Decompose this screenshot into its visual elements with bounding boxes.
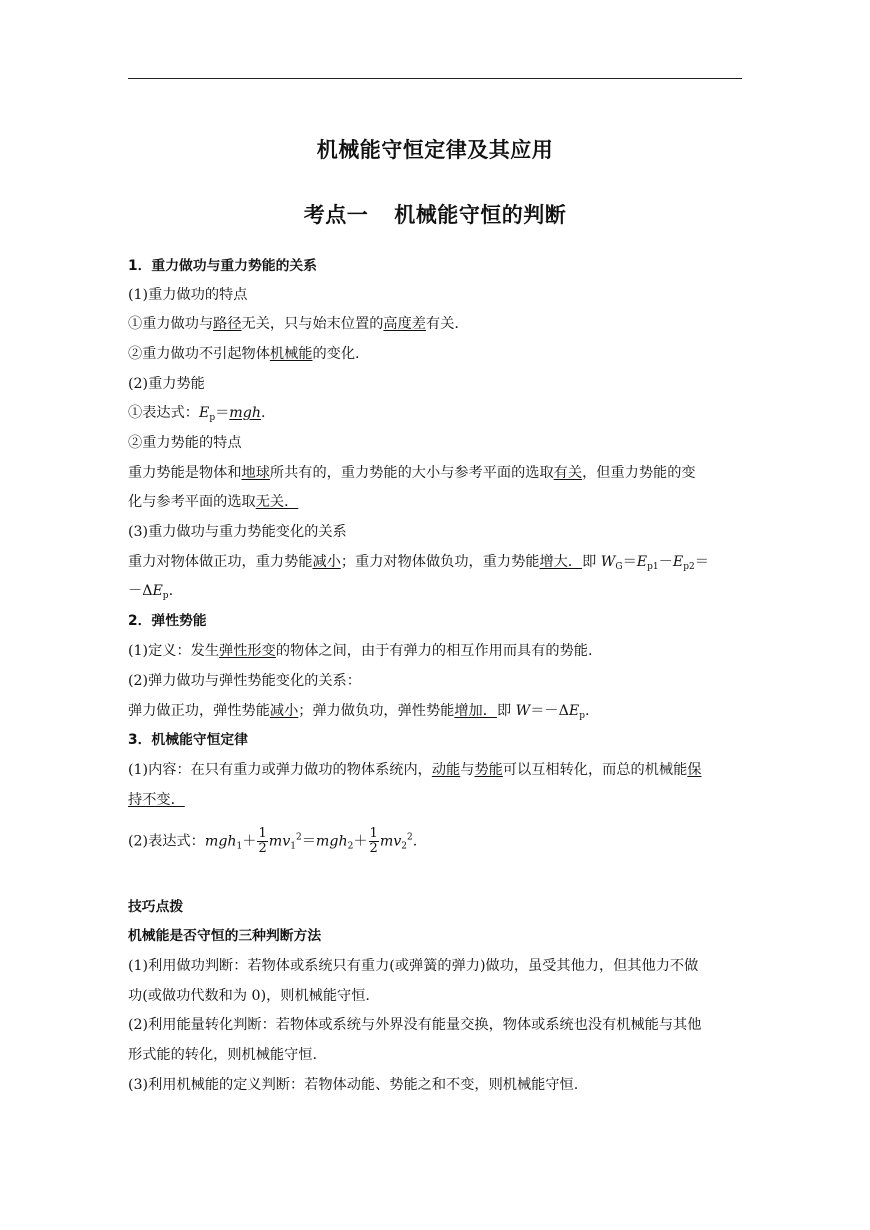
paragraph: ①重力做功与路径无关，只与始末位置的高度差有关. (128, 316, 459, 332)
key-term: 保 (687, 762, 702, 778)
paragraph: ②重力做功不引起物体机械能的变化. (128, 346, 360, 362)
key-term: 路径 (213, 316, 242, 332)
key-term: 增大． (539, 554, 583, 570)
formula-line: ①表达式：$E_p=mgh$. (128, 405, 266, 423)
key-term: 增加． (454, 703, 497, 719)
paragraph: 形式能的转化，则机械能守恒. (128, 1047, 317, 1063)
paragraph-label: (2)弹力做功与弹性势能变化的关系： (128, 673, 361, 689)
section-name: 机械能守恒的判断 (394, 203, 567, 227)
section-title (0, 199, 870, 229)
key-term: 机械能 (269, 346, 313, 362)
heading-elastic-energy: 2．弹性势能 (128, 613, 207, 629)
paragraph: (1)内容：在只有重力或弹力做功的物体系统内，动能与势能可以互相转化，而总的机械能保 (128, 762, 702, 778)
paragraph: (3)利用机械能的定义判断：若物体动能、势能之和不变，则机械能守恒. (128, 1077, 579, 1093)
paragraph: ②重力势能的特点 (128, 435, 242, 451)
formula-line: (2)表达式：mgh$_1$＋ $\frac{1}{2}$ $mv_1^2=mgh_2+$ $\frac{1}{2}$ $mv_2^2$. (128, 826, 418, 856)
key-term: 地球 (241, 465, 270, 481)
key-term: mgh (229, 405, 261, 421)
paragraph-label: (1)重力做功的特点 (128, 287, 248, 303)
section-label: 考点一 (303, 203, 369, 227)
paragraph: (1)利用做功判断：若物体或系统只有重力(或弹簧的弹力)做功，虽受其他力，但其他力不做 (128, 958, 699, 974)
key-term: 减小 (312, 554, 341, 570)
tips-heading: 技巧点拨 (128, 899, 184, 915)
key-term: 有关 (553, 465, 583, 481)
paragraph-label: (3)重力做功与重力势能变化的关系 (128, 524, 347, 540)
fraction: $\frac{1}{2}$ (369, 826, 378, 856)
paragraph: (1)定义：发生弹性形变的物体之间，由于有弹力的相互作用而具有的势能. (128, 643, 593, 659)
paragraph: 重力对物体做正功，重力势能减小；重力对物体做负功，重力势能增大．即 $W_G=E_{p1}-E_{p2}=$ (128, 554, 709, 572)
paragraph: 功(或做功代数和为 0)，则机械能守恒. (128, 988, 370, 1004)
header-rule (128, 78, 742, 79)
key-term: 持不变． (128, 792, 185, 808)
paragraph-label: (2)重力势能 (128, 376, 205, 392)
document-title: 机械能守恒定律及其应用 (316, 138, 554, 162)
key-term: 动能 (431, 762, 461, 778)
heading-conservation-law: 3．机械能守恒定律 (128, 732, 248, 748)
heading-gravity-work: 1．重力做功与重力势能的关系 (128, 258, 317, 274)
paragraph: 弹力做正功，弹性势能减小；弹力做负功，弹性势能增加．即 $W=-\Delta E_p$. (128, 703, 590, 721)
key-term: 减小 (269, 703, 299, 719)
paragraph: 化与参考平面的选取无关． (128, 494, 299, 510)
tips-subheading: 机械能是否守恒的三种判断方法 (128, 928, 322, 944)
key-term: 无关． (255, 494, 299, 510)
key-term: 弹性形变 (219, 643, 276, 659)
fraction: $\frac{1}{2}$ (258, 826, 267, 856)
key-term: 势能 (474, 762, 503, 778)
paragraph (128, 790, 748, 810)
key-term: 高度差 (383, 316, 426, 332)
paragraph: (2)利用能量转化判断：若物体或系统与外界没有能量交换，物体或系统也没有机械能与其他 (128, 1017, 702, 1033)
paragraph: 重力势能是物体和地球所共有的，重力势能的大小与参考平面的选取有关，但重力势能的变 (128, 465, 696, 481)
paragraph: $-\Delta E_p$. (128, 583, 174, 601)
